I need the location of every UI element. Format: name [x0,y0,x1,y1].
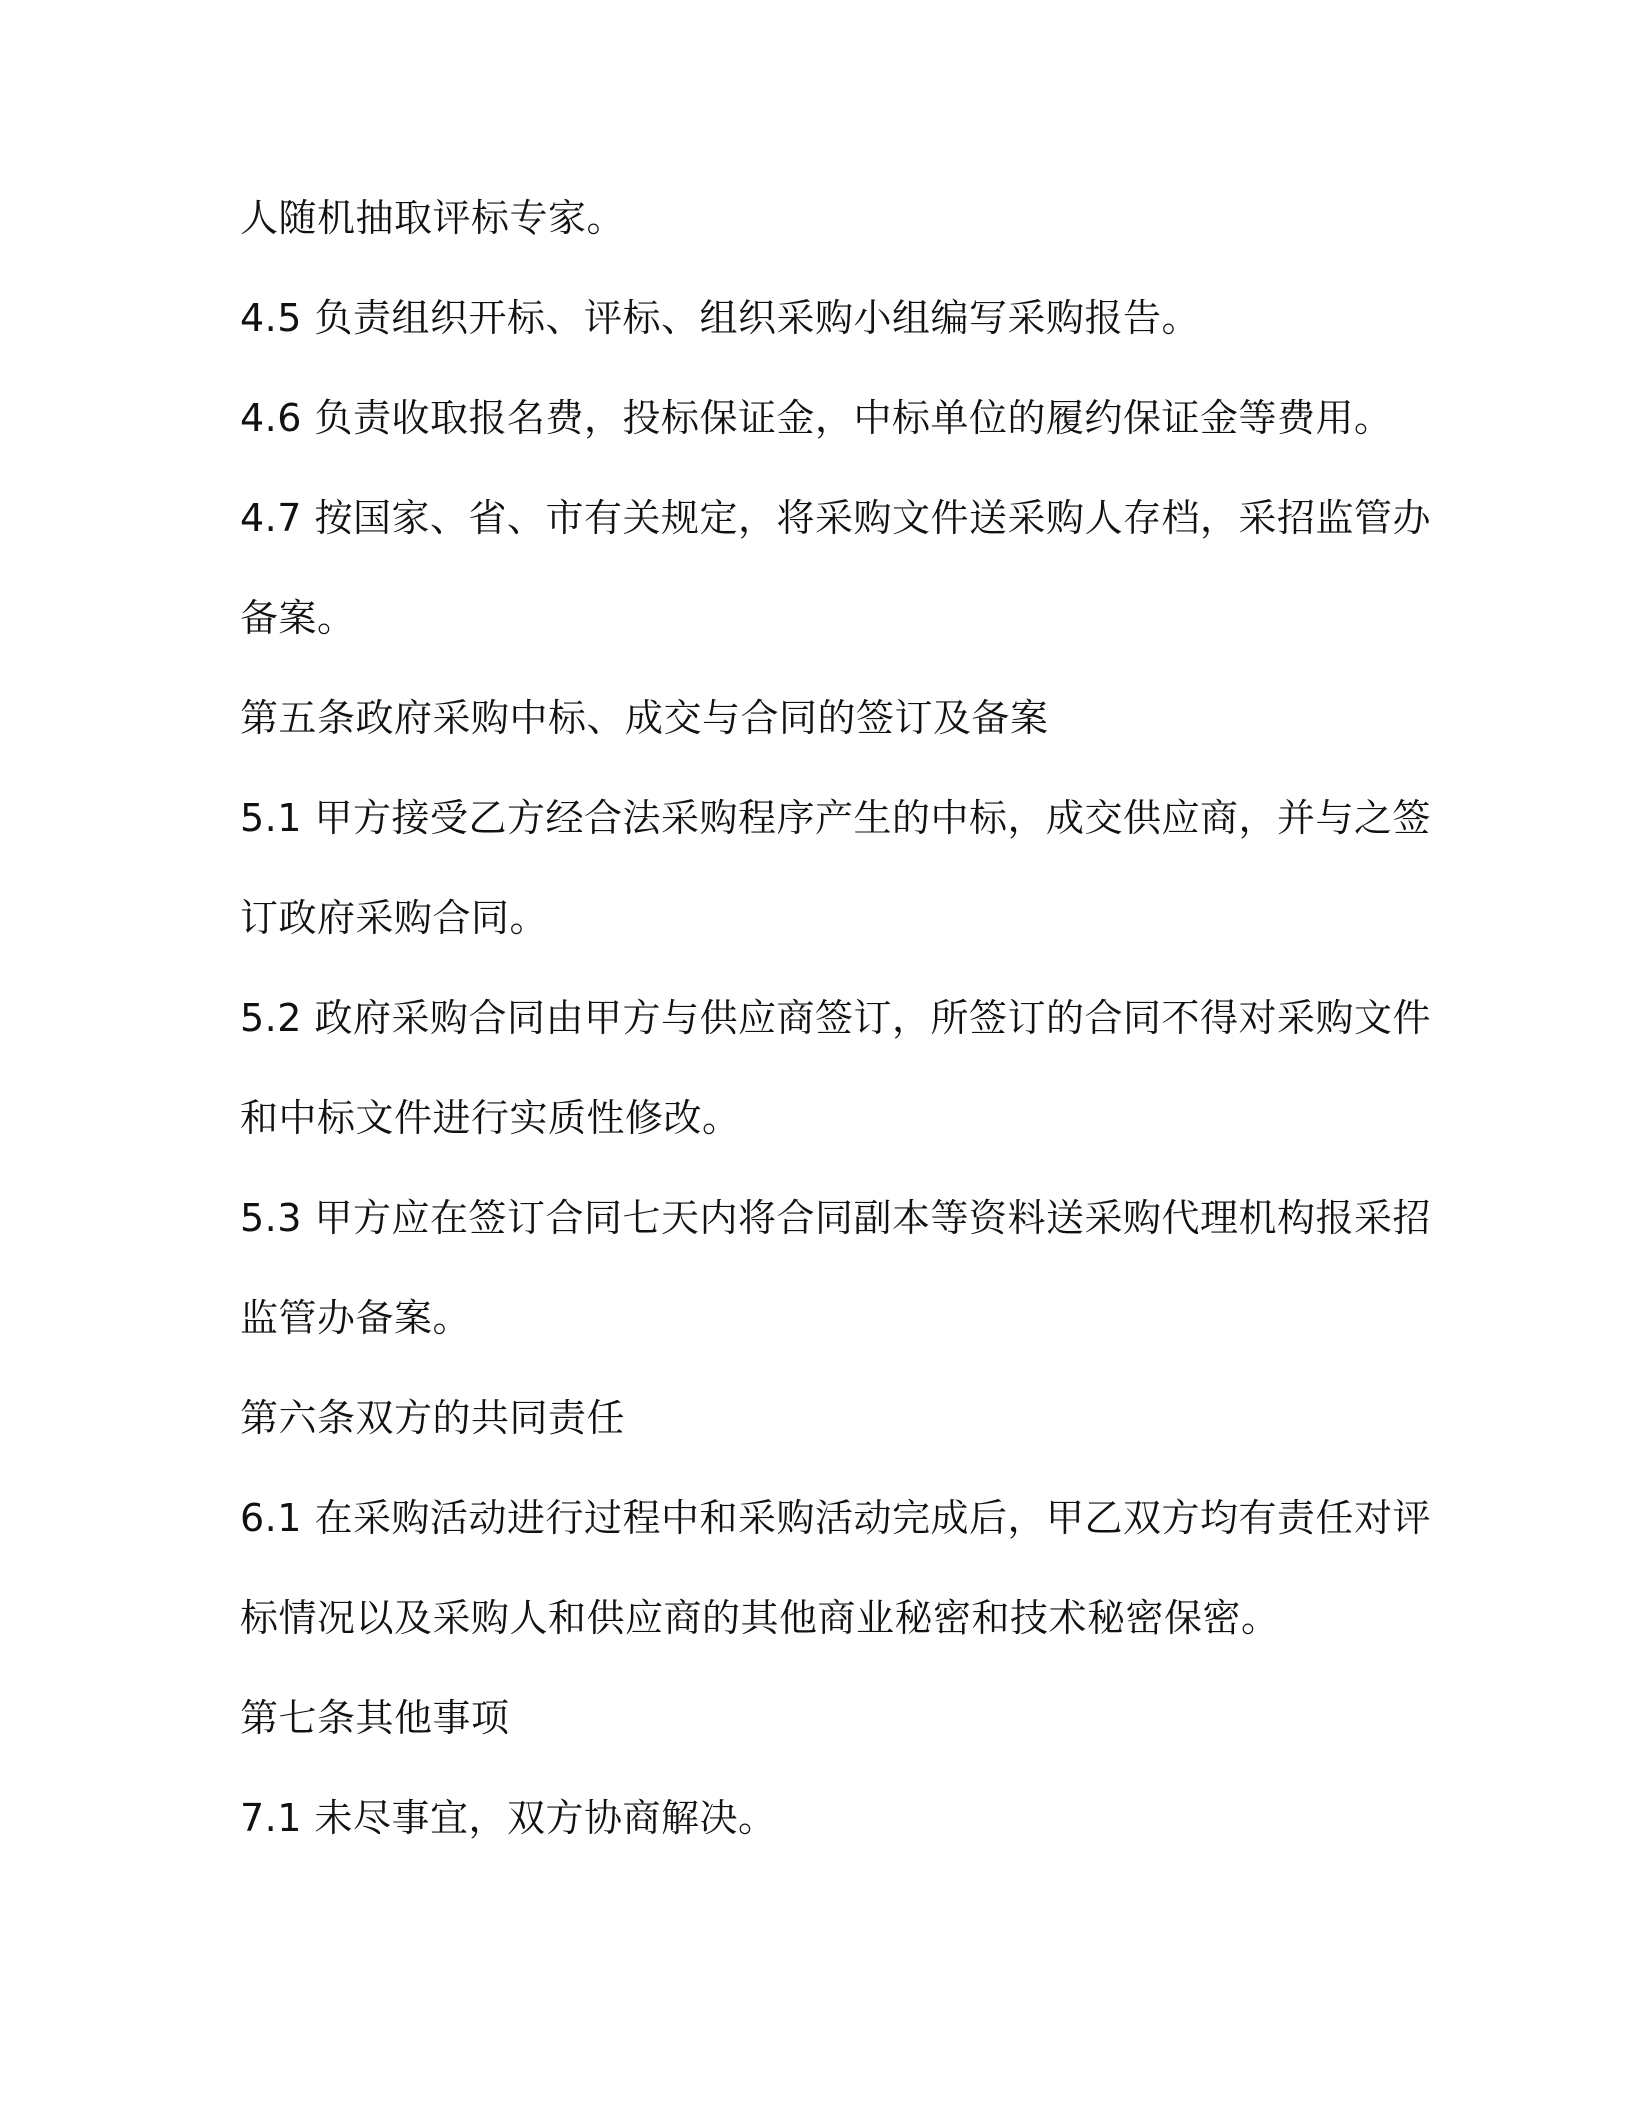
text-line: 订政府采购合同。 [240,896,549,940]
text-line: 监管办备案。 [240,1296,472,1340]
text-line: 4.7 按国家、省、市有关规定，将采购文件送采购人存档，采招监管办 [240,496,1432,540]
text-line: 人随机抽取评标专家。 [240,196,626,240]
section-heading: 第七条其他事项 [240,1696,510,1740]
section-heading: 第六条双方的共同责任 [240,1396,626,1440]
text-line: 7.1 未尽事宜，双方协商解决。 [240,1796,777,1840]
section-heading: 第五条政府采购中标、成交与合同的签订及备案 [240,696,1049,740]
text-line: 4.5 负责组织开标、评标、组织采购小组编写采购报告。 [240,296,1201,340]
text-line: 和中标文件进行实质性修改。 [240,1096,741,1140]
text-line: 标情况以及采购人和供应商的其他商业秘密和技术秘密保密。 [240,1596,1280,1640]
text-line: 6.1 在采购活动进行过程中和采购活动完成后，甲乙双方均有责任对评 [240,1496,1432,1540]
text-line: 5.1 甲方接受乙方经合法采购程序产生的中标，成交供应商，并与之签 [240,796,1432,840]
text-line: 5.3 甲方应在签订合同七天内将合同副本等资料送采购代理机构报采招 [240,1196,1432,1240]
text-line: 4.6 负责收取报名费，投标保证金，中标单位的履约保证金等费用。 [240,396,1393,440]
text-line: 5.2 政府采购合同由甲方与供应商签订，所签订的合同不得对采购文件 [240,996,1432,1040]
text-line: 备案。 [240,596,356,640]
